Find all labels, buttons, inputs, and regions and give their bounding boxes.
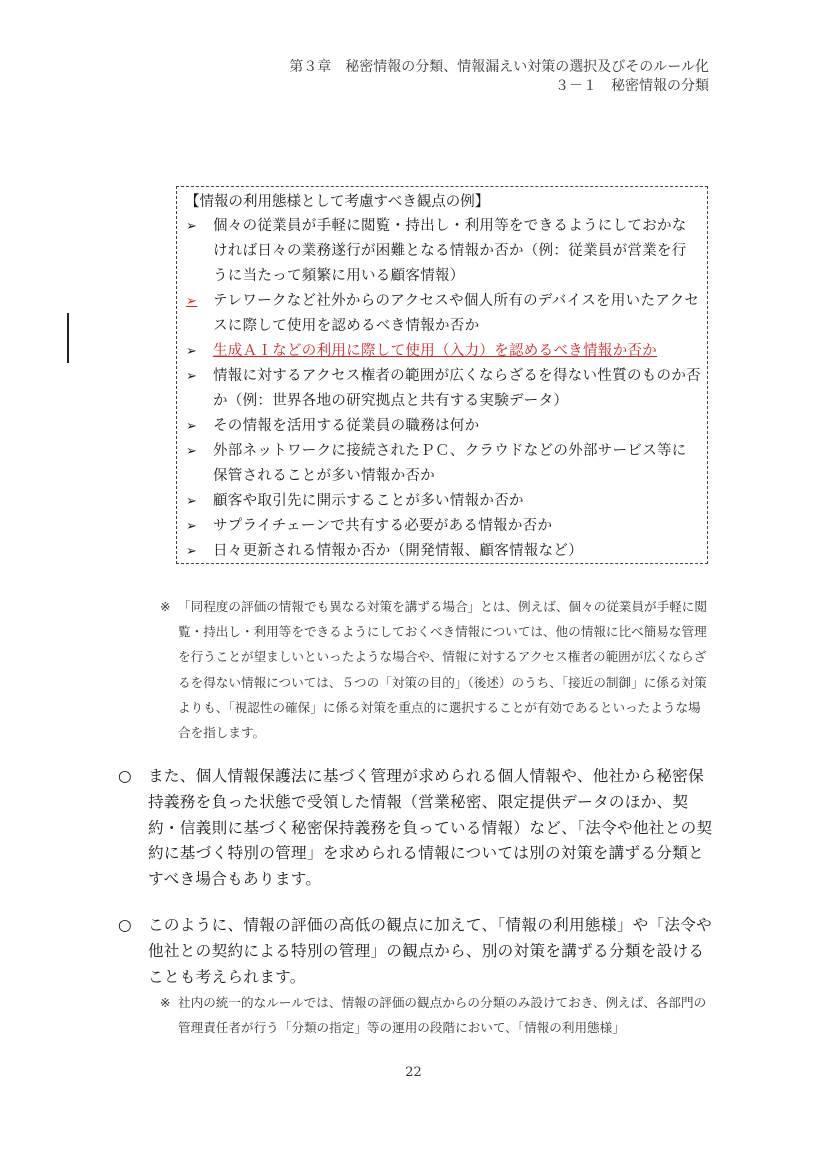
list-item-text: その情報を活用する従業員の職務は何か [213,418,480,434]
list-item [185,289,701,339]
running-header [289,58,709,96]
list-item [185,414,701,439]
arrow-bullet-icon: ➢ [186,369,198,384]
arrow-bullet-icon: ➢ [186,494,198,509]
list-item-text: 日々更新される情報か否か（開発情報、顧客情報など） [213,543,583,559]
list-item-text: テレワークなど社外からのアクセスや個人所有のデバイスを用いたアクセスに際して使用を認めるべき情報か否か [213,293,700,334]
list-item-text: 顧客や取引先に開示することが多い情報か否か [213,493,524,509]
arrow-bullet-icon: ➢ [186,444,198,459]
page-number: 22 [405,1065,422,1080]
arrow-bullet-icon: ➢ [186,219,198,234]
list-item-text-revised: 生成ＡＩなどの利用に際して使用（入力）を認めるべき情報か否か [213,343,657,359]
list-item [185,339,701,364]
circle-bullet-icon: ○ [118,916,132,934]
list-item [185,489,701,514]
revision-change-bar [67,313,69,363]
arrow-bullet-icon: ➢ [186,344,198,359]
arrow-bullet-icon: ➢ [186,294,198,309]
note-text: 「同程度の評価の情報でも異なる対策を講ずる場合」とは、例えば、個々の従業員が手軽に閲覧・持出し・利用等をできるようにしておくべき情報については、他の情報に比べ簡易な管理を行うことが望ましいといったような場合や、情報に対するアクセス権者の範囲が広くならざるを得ない情報については、５つの「対策の目的」（後述）のうち、「接近の制御」に係る対策よりも、「視認性の確保」に係る対策を重点的に選択することが有効であるといったような場合を指します。 [178,599,707,741]
list-item [185,439,701,489]
footnote-unified-rules [160,990,712,1040]
list-item-text: 情報に対するアクセス権者の範囲が広くならざるを得ない性質のものか否か（例：世界各地の研究拠点と共有する実験データ） [213,368,701,409]
list-item-text: 外部ネットワークに接続されたＰＣ、クラウドなどの外部サービス等に保管されることが多い情報か否か [213,443,687,484]
arrow-bullet-icon: ➢ [186,519,198,534]
arrow-bullet-icon: ➢ [186,419,198,434]
box-title: 【情報の利用態様として考慮すべき観点の例】 [185,194,490,210]
paragraph-summary [118,913,713,990]
list-item [185,214,701,289]
paragraph-text: このように、情報の評価の高低の観点に加えて、「情報の利用態様」や「法令や他社との契約による特別の管理」の観点から、別の対策を講ずる分類を設けることも考えられます。 [148,916,713,986]
list-item-text: 個々の従業員が手軽に閲覧・持出し・利用等をできるようにしておかなければ日々の業務遂行が困難となる情報か否か（例：従業員が営業を行うに当たって頻繁に用いる顧客情報） [213,218,687,284]
list-item-text: サプライチェーンで共有する必要がある情報か否か [213,518,553,534]
list-item [185,364,701,414]
note-mark: ※ [160,599,171,614]
header-section: ３－１ 秘密情報の分類 [555,78,709,94]
paragraph-special-management [118,764,713,893]
footnote-same-evaluation [160,594,712,745]
arrow-bullet-icon: ➢ [186,544,198,559]
list-item [185,514,701,539]
header-chapter: 第３章 秘密情報の分類、情報漏えい対策の選択及びそのルール化 [289,59,709,75]
paragraph-text: また、個人情報保護法に基づく管理が求められる個人情報や、他社から秘密保持義務を負った状態で受領した情報（営業秘密、限定提供データのほか、契約・信義則に基づく秘密保持義務を負っている情報）など、「法令や他社との契約に基づく特別の管理」を求められる情報については別の対策を講ずる分類とすべき場合もあります。 [148,767,713,889]
note-mark: ※ [160,995,171,1010]
list-item [185,539,701,564]
usage-viewpoints-box [176,186,708,564]
note-text: 社内の統一的なルールでは、情報の評価の観点からの分類のみ設けておき、例えば、各部門の管理責任者が行う「分類の指定」等の運用の段階において、「情報の利用態様」 [178,995,707,1036]
circle-bullet-icon: ○ [118,767,132,785]
